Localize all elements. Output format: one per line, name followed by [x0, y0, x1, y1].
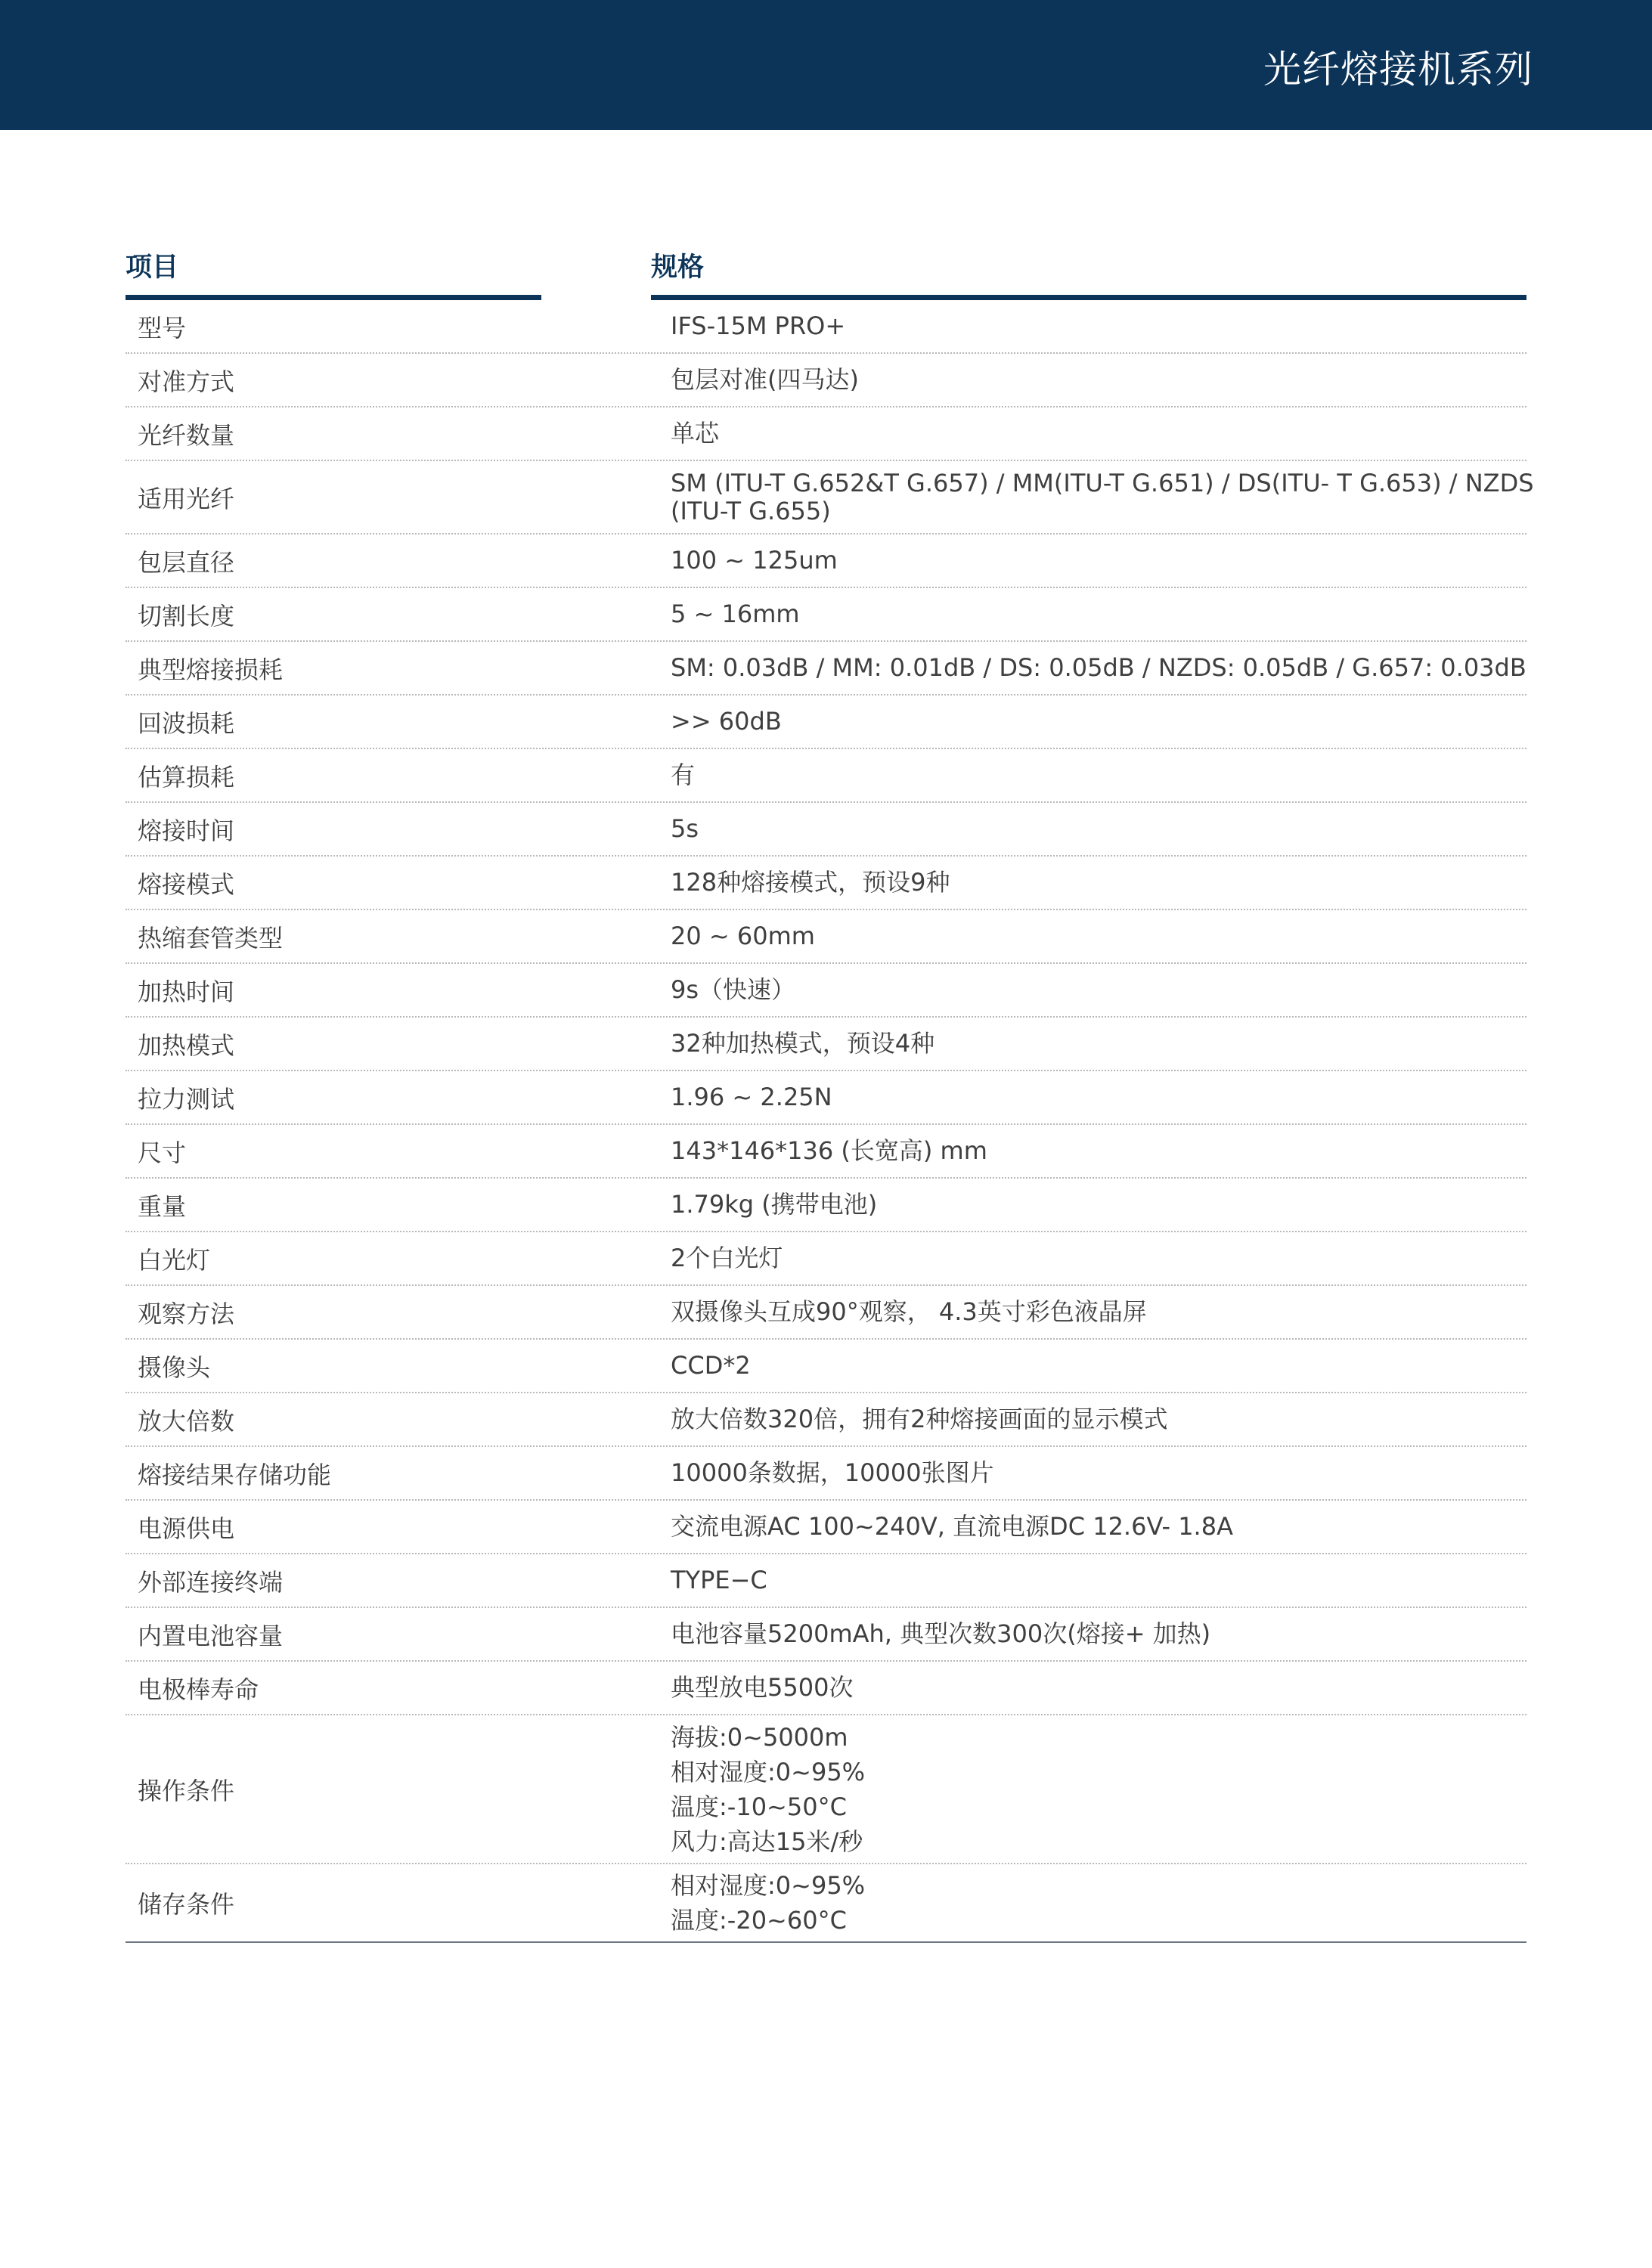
row-spec-value — [671, 1674, 1521, 1702]
spec-value-line: TYPE−C — [671, 1566, 767, 1594]
row-spec-value — [671, 976, 1521, 1004]
row-spec-value — [671, 1030, 1521, 1058]
row-spec-value — [671, 1620, 1521, 1648]
row-spec-value — [671, 1298, 1521, 1326]
row-spec-value — [671, 761, 1521, 789]
table-row — [126, 1125, 1526, 1179]
row-spec-value — [671, 1191, 1521, 1219]
row-item-name: 拉力测试 — [138, 1084, 235, 1114]
table-row — [126, 1340, 1526, 1393]
spec-value-line: 海拔:0~5000m — [671, 1722, 848, 1752]
table-row — [126, 300, 1526, 354]
table-row — [126, 1662, 1526, 1715]
spec-value-line: 32种加热模式，预设4种 — [671, 1029, 935, 1058]
row-spec-value — [671, 1405, 1521, 1433]
row-item-name: 型号 — [138, 313, 187, 342]
row-item-name: 熔接模式 — [138, 869, 235, 899]
row-spec-value — [671, 815, 1521, 843]
header-bar — [0, 0, 1652, 130]
row-spec-value — [671, 1244, 1521, 1272]
row-item-name: 估算损耗 — [138, 762, 235, 792]
spec-value-line: IFS-15M PRO+ — [671, 311, 846, 340]
table-row — [126, 964, 1526, 1018]
table-row — [126, 1018, 1526, 1071]
row-item-name: 放大倍数 — [138, 1406, 235, 1436]
row-item-name: 重量 — [138, 1191, 187, 1221]
row-item-name: 外部连接终端 — [138, 1567, 284, 1597]
row-item-name: 尺寸 — [138, 1138, 187, 1167]
table-row — [126, 749, 1526, 803]
row-item-name: 摄像头 — [138, 1352, 211, 1382]
table-row — [126, 1447, 1526, 1501]
row-spec-value — [671, 653, 1526, 682]
row-spec-value — [671, 1720, 1521, 1859]
spec-value-line: 20 ~ 60mm — [671, 922, 815, 950]
table-row — [126, 696, 1526, 749]
table-row — [126, 534, 1526, 588]
table-row — [126, 1232, 1526, 1286]
spec-value-line: 1.96 ~ 2.25N — [671, 1083, 832, 1111]
spec-value-line: (ITU-T G.655) — [671, 496, 831, 525]
spec-value-line: 2个白光灯 — [671, 1244, 783, 1272]
row-item-name: 观察方法 — [138, 1299, 235, 1328]
row-item-name: 加热模式 — [138, 1030, 235, 1060]
row-item-name: 包层直径 — [138, 547, 235, 577]
spec-value-line: 9s（快速） — [671, 975, 796, 1004]
spec-table — [126, 243, 1534, 1935]
row-item-name: 切割长度 — [138, 601, 235, 631]
row-item-name: 电极棒寿命 — [138, 1675, 259, 1704]
table-row — [126, 910, 1526, 964]
row-item-name: 电源供电 — [138, 1514, 235, 1543]
table-row — [126, 1554, 1526, 1608]
spec-value-line: 128种熔接模式，预设9种 — [671, 868, 950, 897]
spec-value-line: 温度:-10~50°C — [671, 1792, 847, 1821]
table-row — [126, 1179, 1526, 1232]
column-header-item — [126, 243, 541, 300]
spec-value-line: 100 ~ 125um — [671, 546, 838, 575]
row-spec-value — [671, 708, 1521, 736]
row-spec-value — [671, 312, 1521, 340]
row-spec-value — [671, 1459, 1521, 1487]
table-row — [126, 1864, 1526, 1943]
table-row — [126, 857, 1526, 910]
spec-value-line: 1.79kg (携带电池) — [671, 1190, 878, 1219]
table-row — [126, 354, 1526, 407]
row-spec-value — [671, 1137, 1521, 1165]
spec-value-line: 典型放电5500次 — [671, 1673, 854, 1702]
table-row — [126, 642, 1526, 696]
table-row — [126, 1715, 1526, 1864]
row-item-name: 加热时间 — [138, 977, 235, 1006]
spec-value-line: 电池容量5200mAh, 典型次数300次(熔接+ 加热) — [671, 1619, 1211, 1648]
spec-value-line: SM (ITU-T G.652&T G.657) / MM(ITU-T G.651) / DS(ITU- T G.653) / NZDS — [671, 468, 1534, 497]
table-body — [126, 300, 1534, 1943]
row-item-name: 回波损耗 — [138, 708, 235, 738]
table-row — [126, 1501, 1526, 1554]
table-header — [126, 243, 1526, 295]
row-item-name: 热缩套管类型 — [138, 923, 284, 953]
row-item-name: 白光灯 — [138, 1245, 211, 1275]
spec-value-line: 交流电源AC 100~240V, 直流电源DC 12.6V- 1.8A — [671, 1512, 1233, 1541]
row-spec-value — [671, 1352, 1521, 1380]
table-row — [126, 407, 1526, 461]
spec-value-line: >> 60dB — [671, 707, 782, 736]
spec-value-line: 双摄像头互成90°观察， 4.3英寸彩色液晶屏 — [671, 1297, 1147, 1326]
spec-value-line: 143*146*136 (长宽高) mm — [671, 1136, 987, 1165]
spec-value-line: 5 ~ 16mm — [671, 600, 800, 628]
row-spec-value — [671, 420, 1521, 448]
row-spec-value — [671, 1566, 1521, 1594]
table-row — [126, 1608, 1526, 1662]
spec-value-line: 温度:-20~60°C — [671, 1906, 847, 1935]
column-header-spec-label: 规格 — [651, 253, 705, 283]
row-spec-value — [671, 1513, 1521, 1541]
row-spec-value — [671, 600, 1521, 628]
row-spec-value — [671, 468, 1534, 525]
row-spec-value — [671, 922, 1521, 950]
row-item-name: 光纤数量 — [138, 420, 235, 450]
spec-value-line: 放大倍数320倍，拥有2种熔接画面的显示模式 — [671, 1405, 1168, 1433]
spec-value-line: 相对湿度:0~95% — [671, 1757, 866, 1786]
row-spec-value — [671, 1868, 1521, 1938]
row-spec-value — [671, 1083, 1521, 1111]
column-header-spec — [651, 243, 1526, 300]
row-item-name: 操作条件 — [138, 1776, 235, 1805]
row-item-name: 内置电池容量 — [138, 1621, 284, 1650]
spec-value-line: 相对湿度:0~95% — [671, 1871, 866, 1900]
table-row — [126, 461, 1534, 534]
row-item-name: 典型熔接损耗 — [138, 655, 284, 684]
row-spec-value — [671, 366, 1521, 394]
row-item-name: 储存条件 — [138, 1890, 235, 1919]
table-row — [126, 803, 1526, 857]
table-row — [126, 588, 1526, 642]
row-spec-value — [671, 547, 1521, 575]
spec-value-line: 单芯 — [671, 419, 720, 448]
spec-value-line: 包层对准(四马达) — [671, 365, 859, 394]
spec-value-line: CCD*2 — [671, 1351, 751, 1380]
spec-value-line: 5s — [671, 814, 699, 843]
row-item-name: 熔接结果存储功能 — [138, 1460, 332, 1489]
spec-value-line: 10000条数据，10000张图片 — [671, 1458, 994, 1487]
spec-value-line: SM: 0.03dB / MM: 0.01dB / DS: 0.05dB / NZDS: 0.05dB / G.657: 0.03dB — [671, 653, 1526, 682]
table-row — [126, 1071, 1526, 1125]
column-header-item-label: 项目 — [126, 253, 179, 283]
spec-value-line: 风力:高达15米/秒 — [671, 1826, 863, 1856]
row-item-name: 对准方式 — [138, 367, 235, 396]
table-row — [126, 1393, 1526, 1447]
spec-value-line: 有 — [671, 761, 696, 789]
row-spec-value — [671, 869, 1521, 897]
document-title: 光纤熔接机系列 — [1263, 48, 1533, 91]
table-row — [126, 1286, 1526, 1340]
row-item-name: 熔接时间 — [138, 816, 235, 845]
row-item-name: 适用光纤 — [138, 484, 235, 513]
